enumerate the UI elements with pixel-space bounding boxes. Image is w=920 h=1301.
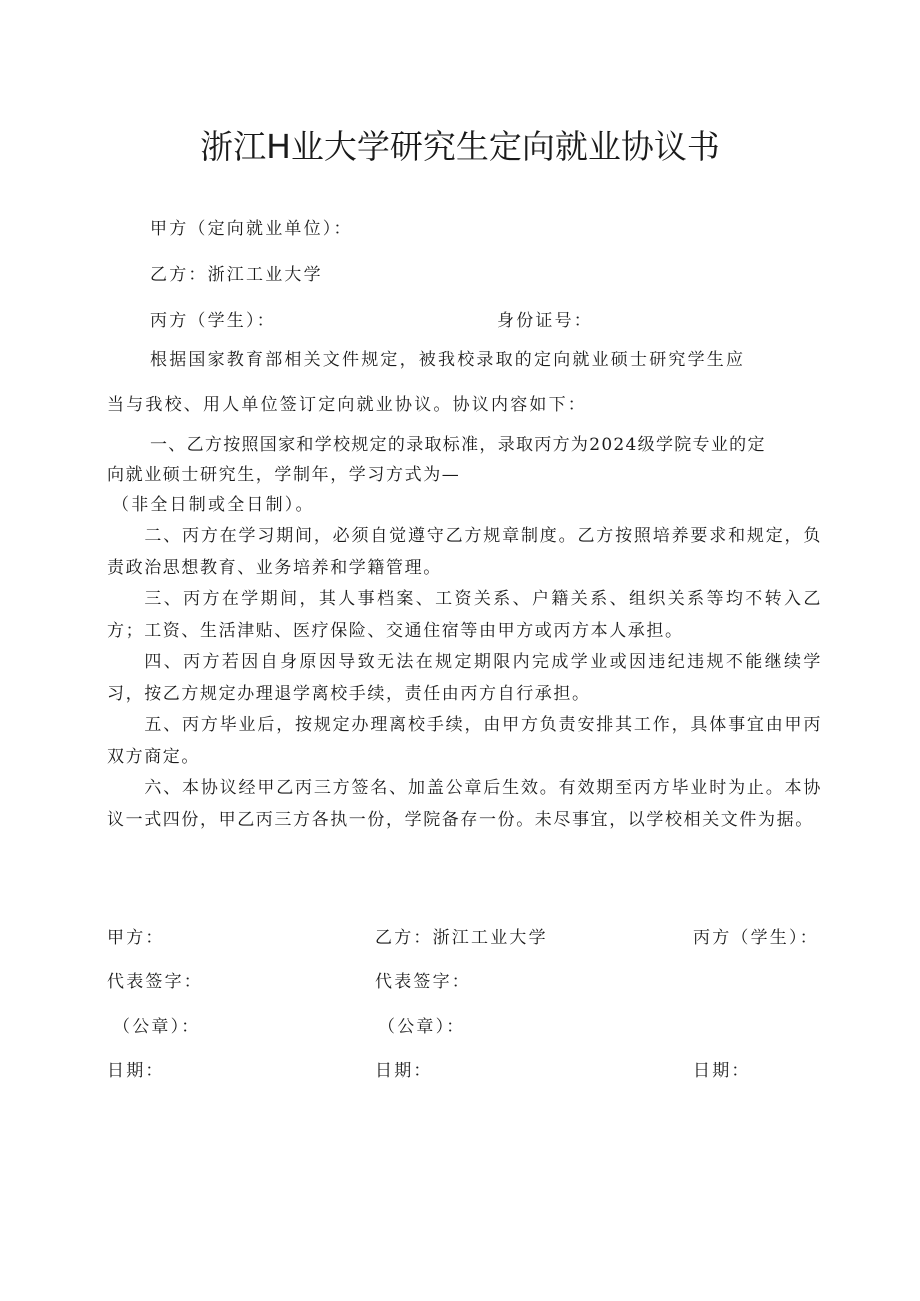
rep-sign-b: 代表签字： xyxy=(375,972,471,992)
date-c: 日期： xyxy=(693,1061,751,1081)
clause-1-line-3: （非全日制或全日制）。 xyxy=(112,495,315,515)
clause-1-line-1: 一、乙方按照国家和学校规定的录取标准，录取丙方为2024级学院专业的定 xyxy=(150,435,766,455)
document-title: 浙江H业大学研究生定向就业协议书 xyxy=(200,127,720,166)
party-c-line: 丙方（学生）： xyxy=(150,311,276,331)
sig-party-c: 丙方（学生）： xyxy=(693,928,819,948)
intro-line-1: 根据国家教育部相关文件规定，被我校录取的定向就业硕士研究学生应 xyxy=(150,350,746,370)
sig-party-b: 乙方：浙江工业大学 xyxy=(375,928,548,948)
intro-line-2: 当与我校、用人单位签订定向就业协议。协议内容如下： xyxy=(107,395,587,415)
date-b: 日期： xyxy=(375,1061,433,1081)
clause-4: 四、丙方若因自身原因导致无法在规定期限内完成学业或因违纪违规不能继续学习，按乙方规定办理退学离校手续，责任由丙方自行承担。 xyxy=(107,652,822,704)
seal-b: （公章）： xyxy=(378,1017,466,1037)
clause-2: 二、丙方在学习期间，必须自觉遵守乙方规章制度。乙方按照培养要求和规定，负责政治思想教育、业务培养和学籍管理。 xyxy=(107,526,822,578)
clause-5: 五、丙方毕业后，按规定办理离校手续，由甲方负责安排其工作，具体事宜由甲丙双方商定。 xyxy=(107,715,822,767)
id-number-line: 身份证号： xyxy=(497,311,593,331)
clause-6: 六、本协议经甲乙丙三方签名、加盖公章后生效。有效期至丙方毕业时为止。本协议一式四份，甲乙丙三方各执一份，学院备存一份。未尽事宜，以学校相关文件为据。 xyxy=(107,778,822,830)
seal-a: （公章）： xyxy=(113,1017,201,1037)
sig-party-a: 甲方： xyxy=(107,928,165,948)
clause-1-line-2: 向就业硕士研究生，学制年，学习方式为— xyxy=(107,465,461,485)
party-b-line: 乙方：浙江工业大学 xyxy=(150,265,323,285)
clause-3: 三、丙方在学期间，其人事档案、工资关系、户籍关系、组织关系等均不转入乙方；工资、生活津贴、医疗保险、交通住宿等由甲方或丙方本人承担。 xyxy=(107,589,822,641)
date-a: 日期： xyxy=(107,1061,165,1081)
rep-sign-a: 代表签字： xyxy=(107,972,203,992)
party-a-line: 甲方（定向就业单位）： xyxy=(150,219,353,239)
